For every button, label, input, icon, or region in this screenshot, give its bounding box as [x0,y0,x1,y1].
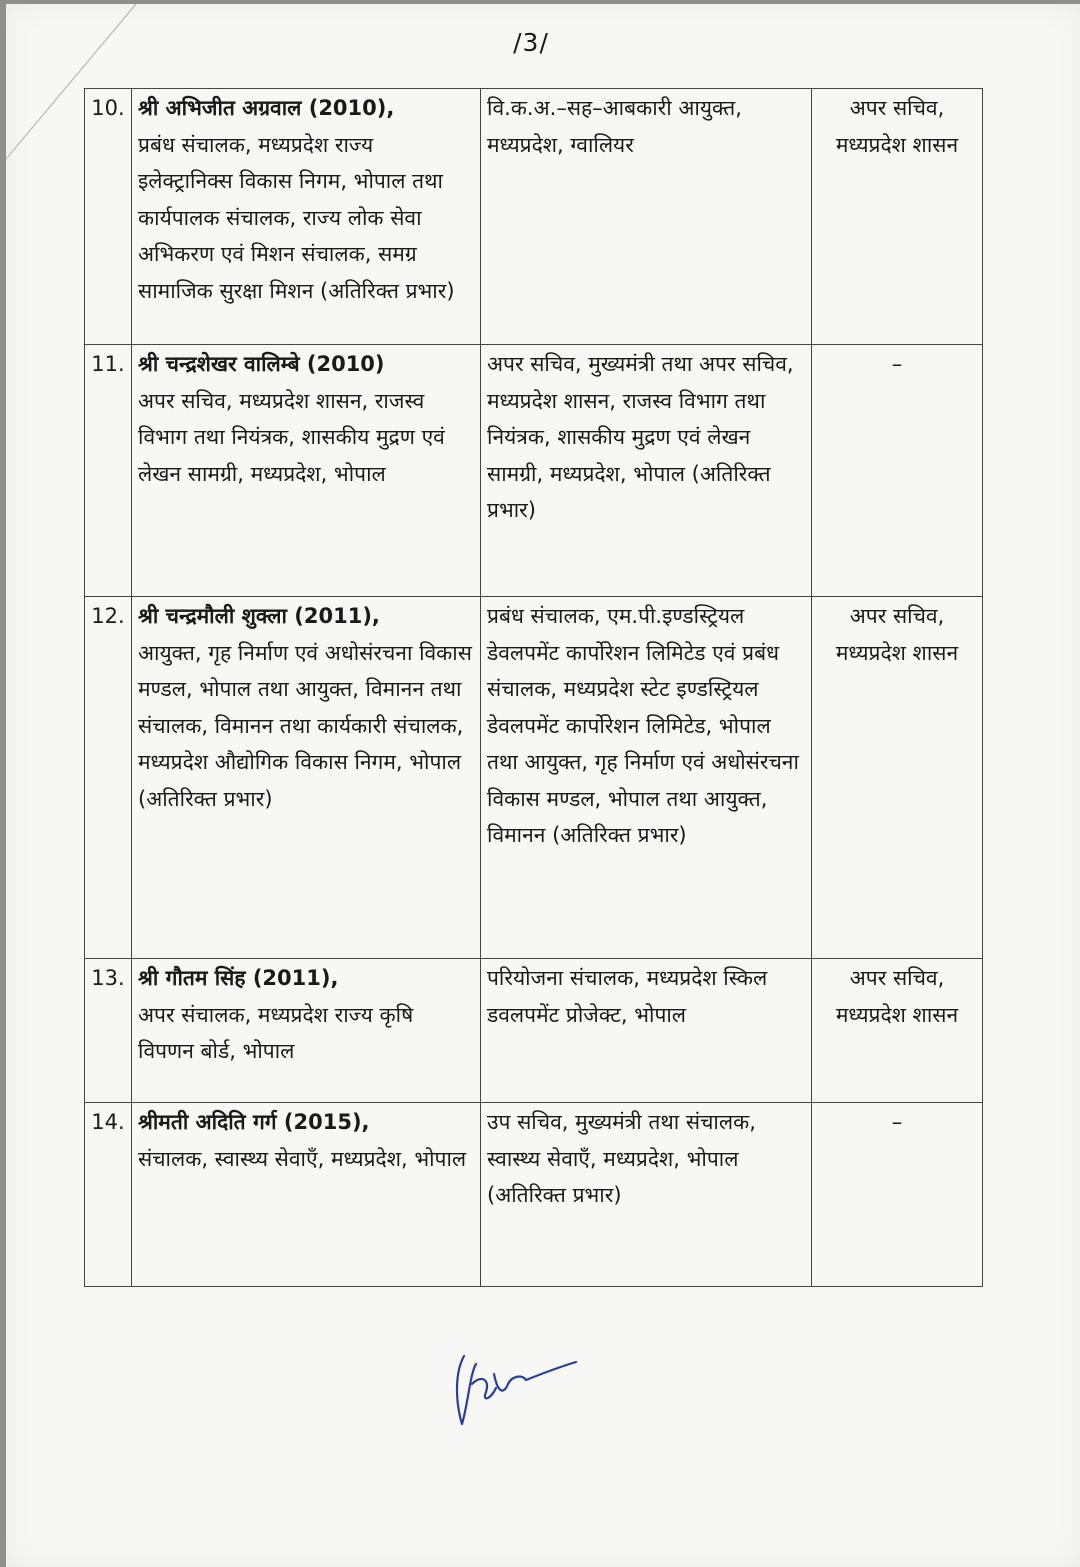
current-post: अपर संचालक, मध्यप्रदेश राज्य कृषि विपणन बोर्ड, भोपाल [138,1002,414,1063]
additional-charge: अपर सचिव, मध्यप्रदेश शासन [812,959,983,1103]
signature [446,1344,586,1434]
officer-name: श्री चन्द्रशेखर वालिम्बे (2010) [138,352,385,376]
current-post: संचालक, स्वास्थ्य सेवाएँ, मध्यप्रदेश, भोपाल [138,1146,467,1171]
transfer-order-table [84,88,983,1287]
officer-cell [132,345,481,597]
row-number: 13. [85,959,132,1103]
document-page [6,4,1080,1567]
officer-name: श्रीमती अदिति गर्ग (2015), [138,1110,370,1134]
table-row [85,959,983,1103]
row-number: 10. [85,89,132,345]
table-row [85,597,983,959]
table-row [85,89,983,345]
officer-name: श्री अभिजीत अग्रवाल (2010), [138,96,395,120]
current-post: आयुक्त, गृह निर्माण एवं अधोसंरचना विकास मण्डल, भोपाल तथा आयुक्त, विमानन तथा संचालक, विमानन तथा कार्यकारी संचालक, मध्यप्रदेश औद्योगिक विकास निगम, भोपाल (अतिरिक्त प्रभार) [138,640,472,811]
row-number: 11. [85,345,132,597]
new-posting: वि.क.अ.–सह–आबकारी आयुक्त, मध्यप्रदेश, ग्वालियर [481,89,812,345]
officer-cell [132,89,481,345]
officer-name: श्री चन्द्रमौली शुक्ला (2011), [138,604,380,628]
row-number: 14. [85,1103,132,1287]
table-row [85,345,983,597]
current-post: अपर सचिव, मध्यप्रदेश शासन, राजस्व विभाग तथा नियंत्रक, शासकीय मुद्रण एवं लेखन सामग्री, मध्यप्रदेश, भोपाल [138,388,445,486]
new-posting: अपर सचिव, मुख्यमंत्री तथा अपर सचिव, मध्यप्रदेश शासन, राजस्व विभाग तथा नियंत्रक, शासकीय मुद्रण एवं लेखन सामग्री, मध्यप्रदेश, भोपाल (अतिरिक्त प्रभार) [481,345,812,597]
officer-name: श्री गौतम सिंह (2011), [138,966,339,990]
additional-charge: – [812,1103,983,1287]
officer-cell [132,959,481,1103]
new-posting: परियोजना संचालक, मध्यप्रदेश स्किल डवलपमेंट प्रोजेक्ट, भोपाल [481,959,812,1103]
new-posting: प्रबंध संचालक, एम.पी.इण्डस्ट्रियल डेवलपमेंट कार्पोरेशन लिमिटेड एवं प्रबंध संचालक, मध्यप्रदेश स्टेट इण्डस्ट्रियल डेवलपमेंट कार्पोरेशन लिमिटेड, भोपाल तथा आयुक्त, गृह निर्माण एवं अधोसंरचना विकास मण्डल, भोपाल तथा आयुक्त, विमानन (अतिरिक्त प्रभार) [481,597,812,959]
officer-cell [132,1103,481,1287]
additional-charge: अपर सचिव, मध्यप्रदेश शासन [812,597,983,959]
additional-charge: – [812,345,983,597]
page-number: /3/ [513,28,549,57]
officer-cell [132,597,481,959]
current-post: प्रबंध संचालक, मध्यप्रदेश राज्य इलेक्ट्रानिक्स विकास निगम, भोपाल तथा कार्यपालक संचालक, राज्य लोक सेवा अभिकरण एवं मिशन संचालक, समग्र सामाजिक सुरक्षा मिशन (अतिरिक्त प्रभार) [138,132,455,303]
table-row [85,1103,983,1287]
new-posting: उप सचिव, मुख्यमंत्री तथा संचालक, स्वास्थ्य सेवाएँ, मध्यप्रदेश, भोपाल (अतिरिक्त प्रभार) [481,1103,812,1287]
additional-charge: अपर सचिव, मध्यप्रदेश शासन [812,89,983,345]
row-number: 12. [85,597,132,959]
